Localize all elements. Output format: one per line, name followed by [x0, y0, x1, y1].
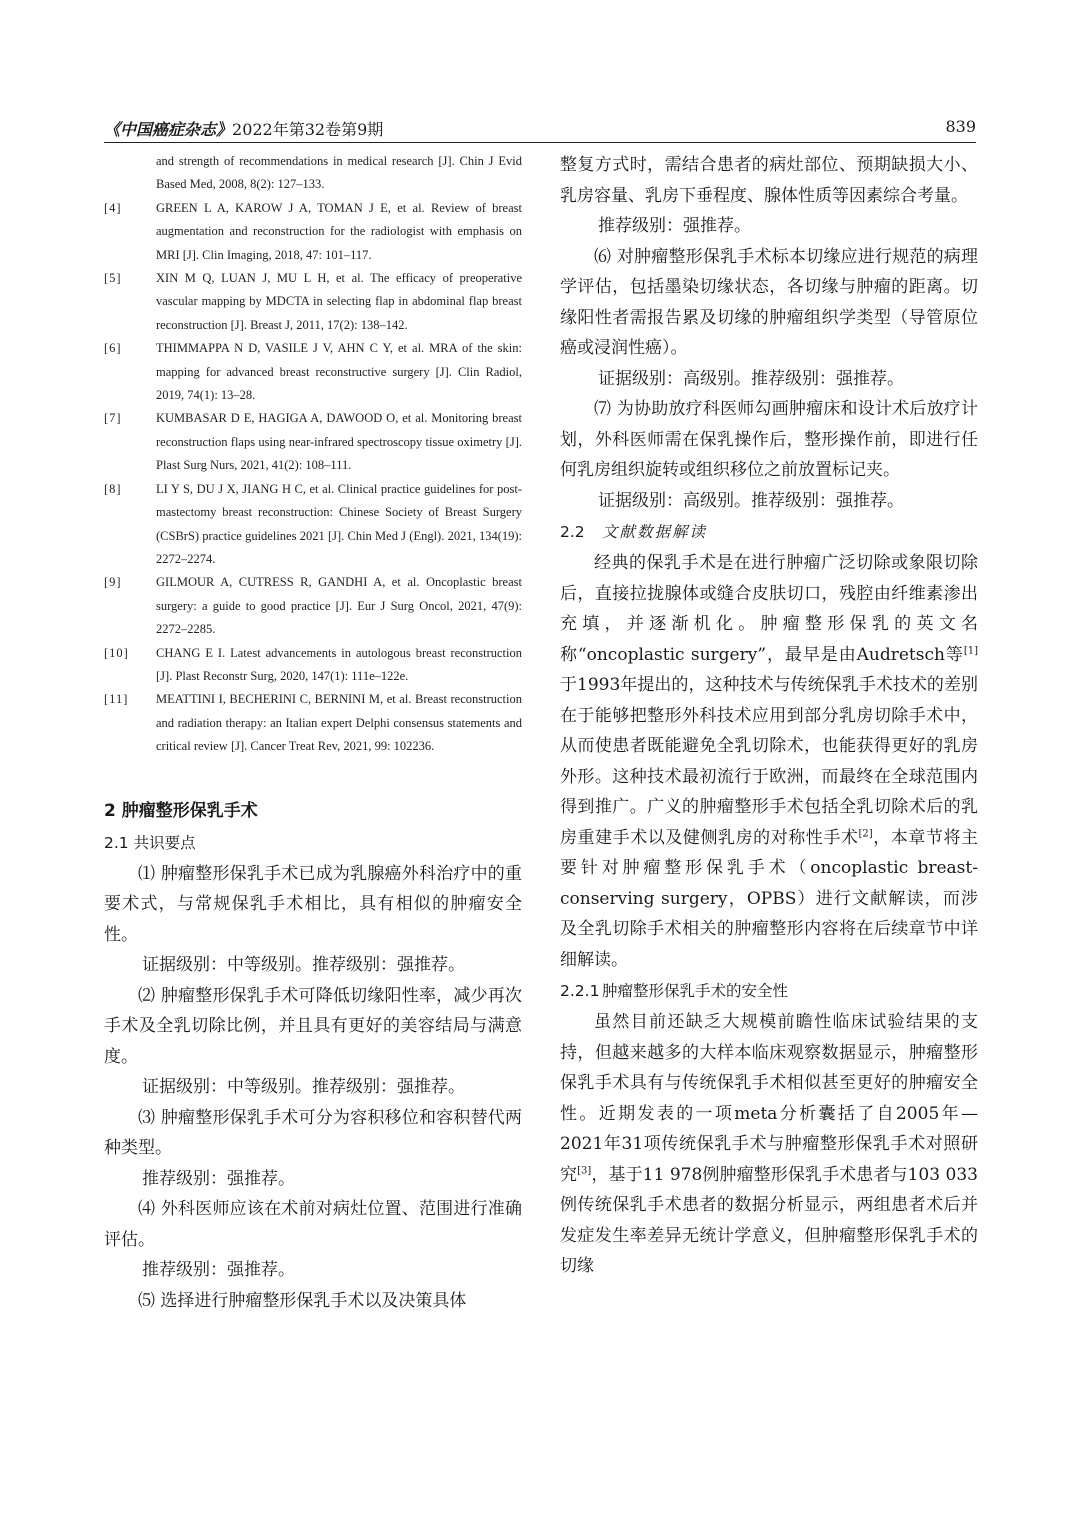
- reference-list: [104, 150, 522, 759]
- reference-item: [104, 197, 522, 267]
- spacer: [104, 759, 522, 795]
- reference-item: [104, 642, 522, 689]
- reference-item: [104, 337, 522, 407]
- subsection-heading: [560, 516, 978, 548]
- reference-number: [8]: [104, 481, 122, 496]
- reference-text: MEATTINI I, BECHERINI C, BERNINI M, et al. Breast reconstruction and radiation therapy: an Italian expert Delphi consensus statements and critical review [J]. Cancer Treat Rev, 2021, 99: 102236.: [156, 692, 522, 754]
- recommendation-1: ⑴ 肿瘤整形保乳手术已成为乳腺癌外科治疗中的重要术式，与常规保乳手术相比，具有相似的肿瘤安全性。: [104, 863, 522, 945]
- reference-text: THIMMAPPA N D, VASILE J V, AHN C Y, et al. MRA of the skin: mapping for advanced breast reconstructive surgery [J]. Clin Radiol, 2019, 74(1): 13–28.: [156, 341, 522, 403]
- evidence-level: 证据级别：中等级别。推荐级别：强推荐。: [142, 1077, 465, 1098]
- recommendation-3: ⑶ 肿瘤整形保乳手术可分为容积移位和容积替代两种类型。: [104, 1107, 522, 1159]
- reference-item: [104, 267, 522, 337]
- section-heading: 2 肿瘤整形保乳手术: [104, 800, 258, 821]
- evidence-level: 证据级别：高级别。推荐级别：强推荐。: [598, 490, 904, 511]
- reference-number: [4]: [104, 200, 122, 215]
- reference-number: [11]: [104, 692, 129, 707]
- recommendation-4: ⑷ 外科医师应该在术前对病灶位置、范围进行准确评估。: [104, 1199, 522, 1250]
- subsubsection-title: 肿瘤整形保乳手术的安全性: [602, 982, 789, 1000]
- journal-citation: [104, 117, 383, 140]
- evidence-level: 推荐级别：强推荐。: [142, 1168, 295, 1189]
- reference-number: [6]: [104, 341, 122, 356]
- citation-marker: [2]: [858, 827, 873, 839]
- subsection-number: 2.2: [560, 523, 585, 541]
- reference-number: [7]: [104, 411, 122, 426]
- reference-item: [104, 407, 522, 477]
- reference-text: LI Y S, DU J X, JIANG H C, et al. Clinical practice guidelines for post-mastectomy breast reconstruction: Chinese Society of Breast Surgery (CSBrS) practice guidelines 2021 [J]. Chin Med J (Engl). 2021, 134(19): 2272–2274.: [156, 481, 522, 566]
- reference-item: [104, 688, 522, 758]
- subsubsection-heading: [560, 975, 978, 1007]
- reference-number: [9]: [104, 575, 122, 590]
- recommendation-2: ⑵ 肿瘤整形保乳手术可降低切缘阳性率，减少再次手术及全乳切除比例，并且具有更好的美容结局与满意度。: [104, 985, 522, 1067]
- journal-title: 《中国癌症杂志》: [104, 120, 233, 139]
- reference-text: GREEN L A, KAROW J A, TOMAN J E, et al. Review of breast augmentation and reconstruction for the radiologist with emphasis on MRI [J]. Clin Imaging, 2018, 47: 101–117.: [156, 200, 522, 262]
- running-header: [104, 117, 976, 143]
- evidence-level: 证据级别：中等级别。推荐级别：强推荐。: [142, 955, 465, 976]
- reference-number: [10]: [104, 645, 129, 660]
- reference-number: [5]: [104, 271, 122, 286]
- issue-info: 2022年第32卷第9期: [232, 120, 384, 139]
- recommendation-5-continued: 整复方式时，需结合患者的病灶部位、预期缺损大小、乳房容量、乳房下垂程度、腺体性质等因素综合考量。: [560, 155, 978, 206]
- safety-paragraph: 虽然目前还缺乏大规模前瞻性临床试验结果的支持，但越来越多的大样本临床观察数据显示，肿瘤整形保乳手术具有与传统保乳手术相似甚至更好的肿瘤安全性。近期发表的一项meta分析囊括了自2005年—2021年31项传统保乳手术与肿瘤整形保乳手术对照研究[3]，基于11 978例肿瘤整形保乳手术患者与103 033例传统保乳手术患者的数据分析显示，两组患者术后并发症发生率差异无统计学意义，但肿瘤整形保乳手术的切缘: [560, 1012, 978, 1276]
- reference-text: KUMBASAR D E, HAGIGA A, DAWOOD O, et al. Monitoring breast reconstruction flaps using near-infrared spectroscopy tissue oximetry [J]. Plast Surg Nurs, 2021, 41(2): 108–111.: [156, 411, 522, 473]
- citation-marker: [3]: [577, 1164, 592, 1176]
- subsection-heading: 2.1 共识要点: [104, 833, 196, 852]
- citation-marker: [1]: [963, 644, 978, 656]
- subsection-title: 文献数据解读: [602, 523, 708, 541]
- right-column: [560, 150, 978, 1410]
- reference-item: [104, 571, 522, 641]
- recommendation-7: ⑺ 为协助放疗科医师勾画肿瘤床和设计术后放疗计划，外科医师需在保乳操作后，整形操作前，即进行任何乳房组织旋转或组织移位之前放置标记夹。: [560, 399, 978, 480]
- literature-paragraph: 经典的保乳手术是在进行肿瘤广泛切除或象限切除后，直接拉拢腺体或缝合皮肤切口，残腔由纤维素渗出充填，并逐渐机化。肿瘤整形保乳的英文名称“oncoplastic surgery”，最早是由Audretsch等[1]于1993年提出的，这种技术与传统保乳手术技术的差别在于能够把整形外科技术应用到部分乳房切除手术中，从而使患者既能避免全乳切除术，也能获得更好的乳房外形。这种技术最初流行于欧洲，而最终在全球范围内得到推广。广义的肿瘤整形手术包括全乳切除术后的乳房重建手术以及健侧乳房的对称性手术[2]，本章节将主要针对肿瘤整形保乳手术（oncoplastic breast-conserving surgery，OPBS）进行文献解读，而涉及全乳切除手术相关的肿瘤整形内容将在后续章节中详细解读。: [560, 553, 978, 970]
- header-rule: [104, 142, 976, 143]
- recommendation-5: ⑸ 选择进行肿瘤整形保乳手术以及决策具体: [138, 1290, 467, 1311]
- reference-text: GILMOUR A, CUTRESS R, GANDHI A, et al. Oncoplastic breast surgery: a guide to good practice [J]. Eur J Surg Oncol, 2021, 47(9): 2272–2285.: [156, 575, 522, 637]
- reference-text: XIN M Q, LUAN J, MU L H, et al. The efficacy of preoperative vascular mapping by MDCTA in selecting flap in abdominal flap breast reconstruction [J]. Breast J, 2011, 17(2): 138–142.: [156, 271, 522, 332]
- reference-item: [104, 478, 522, 572]
- subsubsection-number: 2.2.1: [560, 982, 600, 1000]
- evidence-level: 推荐级别：强推荐。: [142, 1260, 295, 1281]
- reference-continuation: and strength of recommendations in medical research [J]. Chin J Evid Based Med, 2008, 8(2): 127–133.: [156, 154, 522, 192]
- recommendation-6: ⑹ 对肿瘤整形保乳手术标本切缘应进行规范的病理学评估，包括墨染切缘状态，各切缘与肿瘤的距离。切缘阳性者需报告累及切缘的肿瘤组织学类型（导管原位癌或浸润性癌）。: [560, 246, 978, 358]
- page-number: 839: [945, 117, 976, 136]
- left-column: [104, 150, 522, 1410]
- evidence-level: 证据级别：高级别。推荐级别：强推荐。: [598, 368, 904, 389]
- reference-text: CHANG E I. Latest advancements in autologous breast reconstruction [J]. Plast Reconstr Surg, 2020, 147(1): 111e–122e.: [156, 645, 522, 683]
- evidence-level: 推荐级别：强推荐。: [598, 216, 751, 236]
